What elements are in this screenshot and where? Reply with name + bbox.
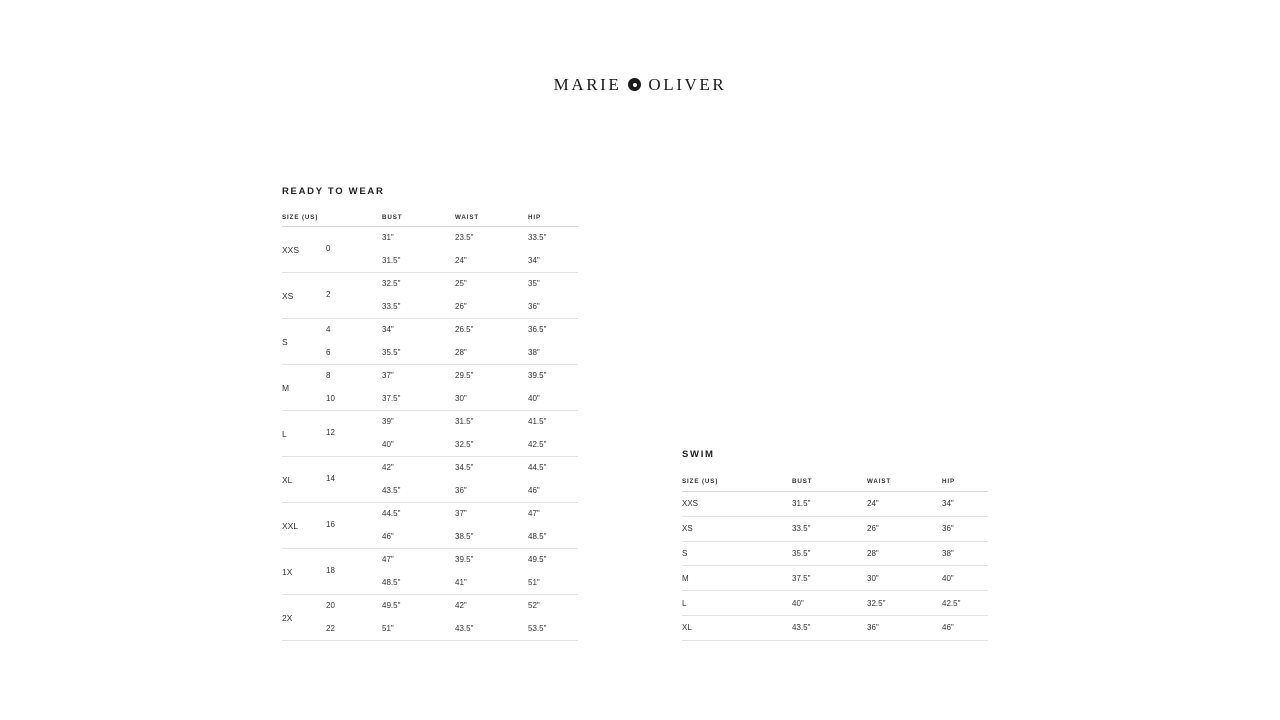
- size-number: 2: [326, 290, 331, 300]
- measure-value: 32.5": [455, 439, 474, 449]
- measure-value: 26.5": [455, 325, 474, 334]
- table-row: [282, 319, 578, 365]
- cell-hip: [528, 319, 578, 365]
- size-numbers: [326, 560, 335, 583]
- cell-waist: [455, 273, 528, 319]
- size-label: XXL: [282, 520, 299, 531]
- size-numbers: [326, 514, 335, 537]
- cell-size: XXS: [682, 492, 792, 517]
- cell-size: [282, 595, 382, 641]
- cell-hip: 40": [942, 566, 988, 591]
- measure-value: 36": [528, 301, 540, 311]
- table-row: [682, 615, 988, 640]
- measure-value: 34": [528, 255, 540, 265]
- cell-bust: [382, 273, 455, 319]
- column-header-bust: BUST: [382, 214, 455, 227]
- measure-value: 52": [528, 601, 540, 610]
- measure-value: 29.5": [455, 371, 474, 380]
- cell-waist: [455, 319, 528, 365]
- cell-hip: 38": [942, 541, 988, 566]
- cell-waist: 36": [867, 615, 942, 640]
- size-number: 18: [326, 566, 335, 576]
- cell-bust: 31.5": [792, 492, 867, 517]
- cell-waist: 24": [867, 492, 942, 517]
- cell-size: [282, 273, 382, 319]
- brand-name-left: MARIE: [553, 75, 622, 94]
- measure-value: 44.5": [382, 509, 401, 518]
- cell-waist: [455, 595, 528, 641]
- size-label: 1X: [282, 566, 293, 577]
- cell-hip: 42.5": [942, 591, 988, 616]
- measure-value: 31.5": [382, 255, 401, 265]
- measure-value: 31.5": [455, 417, 474, 426]
- size-numbers: [326, 422, 335, 445]
- measure-value: 41": [455, 577, 467, 587]
- measure-value: 36": [455, 485, 467, 495]
- size-label: XS: [282, 290, 294, 301]
- table-row: [282, 457, 578, 503]
- cell-hip: [528, 227, 578, 273]
- swim-table: [682, 478, 988, 641]
- cell-waist: 32.5": [867, 591, 942, 616]
- cell-bust: [382, 595, 455, 641]
- cell-bust: [382, 365, 455, 411]
- cell-size: [282, 319, 382, 365]
- size-label: XXS: [282, 244, 300, 255]
- measure-value: 33.5": [528, 233, 547, 242]
- cell-hip: 34": [942, 492, 988, 517]
- brand-name-right: OLIVER: [648, 75, 727, 94]
- cell-hip: [528, 503, 578, 549]
- column-header-size: SIZE (US): [282, 214, 382, 227]
- cell-waist: [455, 411, 528, 457]
- size-numbers: [326, 468, 335, 491]
- size-label: XL: [282, 474, 293, 485]
- table-row: [682, 492, 988, 517]
- measure-value: 34": [382, 325, 394, 334]
- measure-value: 47": [382, 555, 394, 564]
- cell-size: [282, 411, 382, 457]
- logo-mark-icon: [628, 78, 641, 91]
- measure-value: 42.5": [528, 439, 547, 449]
- cell-hip: [528, 273, 578, 319]
- measure-value: 35": [528, 279, 540, 288]
- cell-bust: [382, 319, 455, 365]
- cell-bust: 33.5": [792, 516, 867, 541]
- cell-waist: [455, 227, 528, 273]
- cell-size: XS: [682, 516, 792, 541]
- table-row: [682, 566, 988, 591]
- cell-waist: [455, 549, 528, 595]
- cell-bust: [382, 411, 455, 457]
- size-number: 4: [326, 325, 331, 334]
- measure-value: 43.5": [382, 485, 401, 495]
- size-number: 6: [326, 347, 331, 357]
- cell-hip: [528, 411, 578, 457]
- measure-value: 37": [382, 371, 394, 380]
- table-row: [682, 591, 988, 616]
- measure-value: 51": [382, 623, 394, 633]
- measure-value: 38": [528, 347, 540, 357]
- cell-size: XL: [682, 615, 792, 640]
- measure-value: 39.5": [528, 371, 547, 380]
- table-row: [282, 365, 578, 411]
- cell-waist: [455, 457, 528, 503]
- column-header-bust: BUST: [792, 478, 867, 492]
- measure-value: 43.5": [455, 623, 474, 633]
- cell-size: L: [682, 591, 792, 616]
- measure-value: 41.5": [528, 417, 547, 426]
- measure-value: 46": [528, 485, 540, 495]
- table-row: [682, 516, 988, 541]
- table-row: [282, 595, 578, 641]
- size-label: L: [282, 428, 287, 439]
- brand-logo: [0, 75, 1280, 95]
- measure-value: 24": [455, 255, 467, 265]
- measure-value: 53.5": [528, 623, 547, 633]
- cell-bust: 37.5": [792, 566, 867, 591]
- size-numbers: [326, 238, 330, 261]
- measure-value: 37.5": [382, 393, 401, 403]
- table-row: [682, 541, 988, 566]
- size-number: 16: [326, 520, 335, 530]
- measure-value: 49.5": [528, 555, 547, 564]
- cell-hip: [528, 595, 578, 641]
- table-header-row: [682, 478, 988, 492]
- column-header-size: SIZE (US): [682, 478, 792, 492]
- ready-to-wear-table: [282, 214, 578, 641]
- cell-waist: 28": [867, 541, 942, 566]
- ready-to-wear-title: READY TO WEAR: [282, 186, 385, 197]
- size-numbers: [326, 284, 330, 307]
- measure-value: 32.5": [382, 279, 401, 288]
- measure-value: 40": [382, 439, 394, 449]
- size-numbers: [326, 365, 335, 410]
- cell-waist: 26": [867, 516, 942, 541]
- size-number: 10: [326, 393, 335, 403]
- cell-waist: [455, 503, 528, 549]
- table-row: [282, 411, 578, 457]
- cell-bust: 35.5": [792, 541, 867, 566]
- table-header-row: [282, 214, 578, 227]
- size-label: 2X: [282, 612, 293, 623]
- measure-value: 39": [382, 417, 394, 426]
- swim-section: [682, 449, 988, 641]
- size-number: 20: [326, 601, 335, 610]
- measure-value: 40": [528, 393, 540, 403]
- cell-size: [282, 457, 382, 503]
- column-header-hip: HIP: [528, 214, 578, 227]
- cell-size: M: [682, 566, 792, 591]
- size-number: 12: [326, 428, 335, 438]
- ready-to-wear-section: [282, 186, 578, 641]
- cell-bust: [382, 457, 455, 503]
- measure-value: 46": [382, 531, 394, 541]
- measure-value: 30": [455, 393, 467, 403]
- measure-value: 42": [382, 463, 394, 472]
- cell-size: [282, 503, 382, 549]
- measure-value: 28": [455, 347, 467, 357]
- measure-value: 34.5": [455, 463, 474, 472]
- table-row: [282, 273, 578, 319]
- cell-hip: 36": [942, 516, 988, 541]
- cell-waist: [455, 365, 528, 411]
- cell-size: [282, 549, 382, 595]
- measure-value: 51": [528, 577, 540, 587]
- size-label: S: [282, 336, 288, 347]
- column-header-hip: HIP: [942, 478, 988, 492]
- cell-waist: 30": [867, 566, 942, 591]
- table-row: [282, 227, 578, 273]
- cell-bust: 40": [792, 591, 867, 616]
- column-header-waist: WAIST: [867, 478, 942, 492]
- measure-value: 44.5": [528, 463, 547, 472]
- cell-size: [282, 365, 382, 411]
- measure-value: 38.5": [455, 531, 474, 541]
- measure-value: 39.5": [455, 555, 474, 564]
- size-number: 22: [326, 623, 335, 633]
- measure-value: 37": [455, 509, 467, 518]
- cell-bust: 43.5": [792, 615, 867, 640]
- measure-value: 26": [455, 301, 467, 311]
- measure-value: 48.5": [382, 577, 401, 587]
- measure-value: 25": [455, 279, 467, 288]
- cell-bust: [382, 549, 455, 595]
- measure-value: 42": [455, 601, 467, 610]
- measure-value: 23.5": [455, 233, 474, 242]
- size-number: 14: [326, 474, 335, 484]
- measure-value: 36.5": [528, 325, 547, 334]
- cell-hip: [528, 549, 578, 595]
- table-row: [282, 503, 578, 549]
- measure-value: 31": [382, 233, 394, 242]
- measure-value: 35.5": [382, 347, 401, 357]
- size-number: 8: [326, 371, 331, 380]
- measure-value: 33.5": [382, 301, 401, 311]
- cell-bust: [382, 227, 455, 273]
- cell-hip: [528, 457, 578, 503]
- column-header-waist: WAIST: [455, 214, 528, 227]
- size-label: M: [282, 382, 290, 393]
- measure-value: 49.5": [382, 601, 401, 610]
- measure-value: 48.5": [528, 531, 547, 541]
- cell-size: S: [682, 541, 792, 566]
- cell-hip: [528, 365, 578, 411]
- cell-hip: 46": [942, 615, 988, 640]
- table-row: [282, 549, 578, 595]
- swim-title: SWIM: [682, 449, 715, 460]
- size-number: 0: [326, 244, 331, 254]
- cell-bust: [382, 503, 455, 549]
- size-numbers: [326, 595, 335, 640]
- size-numbers: [326, 319, 330, 364]
- measure-value: 47": [528, 509, 540, 518]
- cell-size: [282, 227, 382, 273]
